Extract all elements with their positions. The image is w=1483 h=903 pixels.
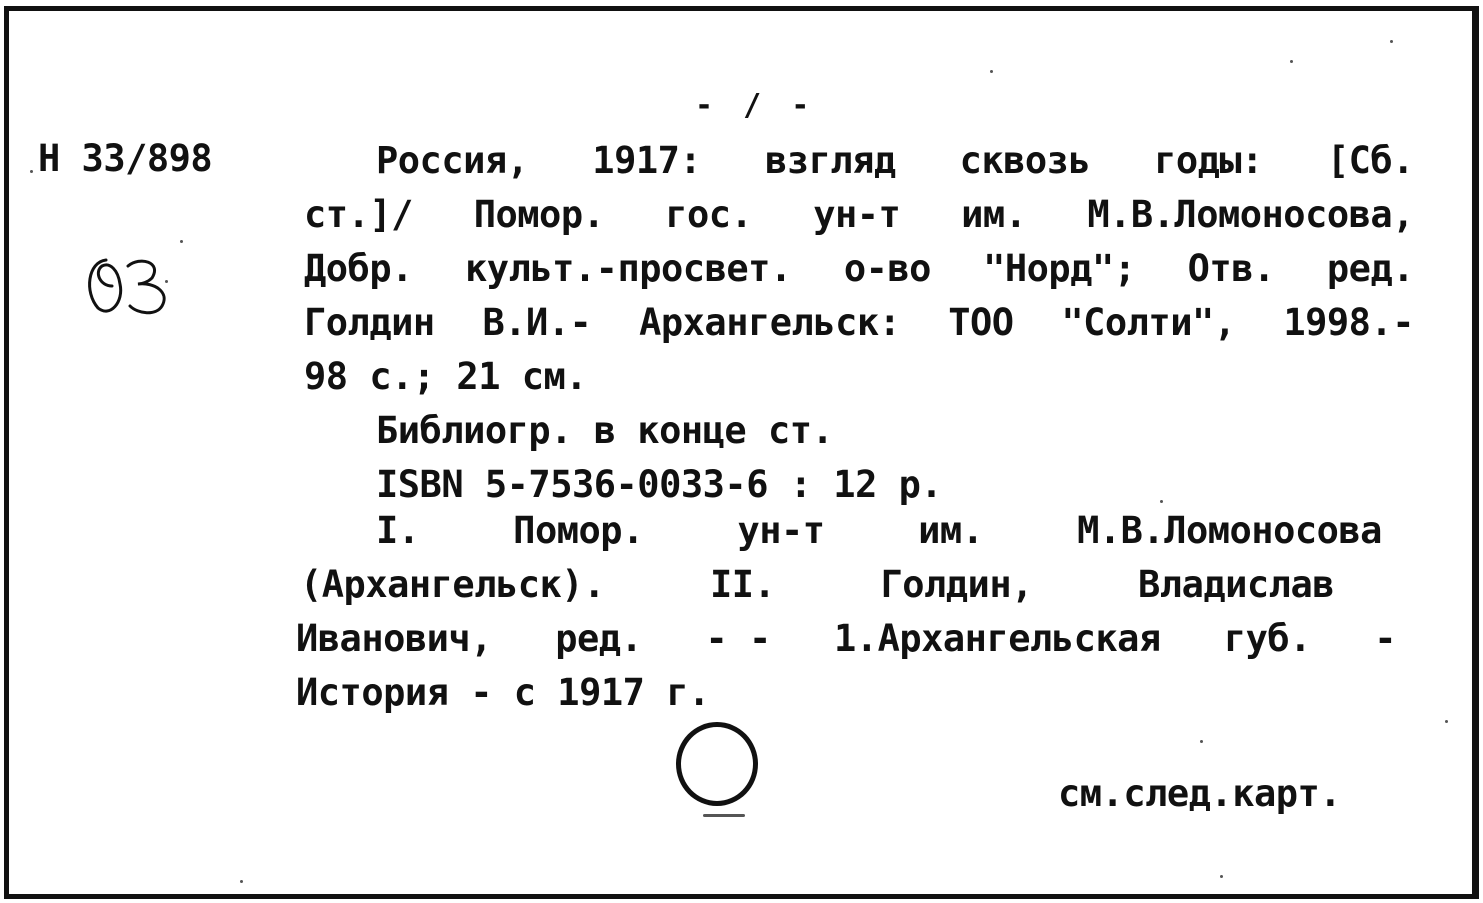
word: II. <box>710 563 776 606</box>
scan-speck <box>1445 720 1448 723</box>
word: - - <box>705 617 771 660</box>
word: взгляд <box>765 139 896 182</box>
added-entry-line <box>296 671 710 714</box>
word: ред. <box>1326 247 1414 290</box>
page-number: - / - <box>695 88 816 123</box>
added-entry-line <box>376 509 1382 552</box>
word: Голдин <box>304 301 435 344</box>
word: губ. <box>1223 617 1311 660</box>
word: 1917: <box>592 139 702 182</box>
bibliography-note: Библиогр. в конце ст. <box>376 409 834 452</box>
word: сквозь <box>959 139 1091 182</box>
word: Владислав <box>1138 563 1334 606</box>
scan-speck <box>1220 875 1223 878</box>
description-line <box>304 247 1414 290</box>
scan-speck <box>165 280 168 283</box>
scan-speck <box>30 170 33 173</box>
continuation-note: см.след.карт. <box>1058 772 1342 815</box>
word: [Сб. <box>1326 139 1414 182</box>
handwritten-mark <box>80 252 180 326</box>
scan-speck <box>1160 500 1163 503</box>
word: Помор. <box>473 193 605 236</box>
punch-hole <box>676 722 758 806</box>
word: М.В.Ломоносова, <box>1087 193 1414 236</box>
word: 1998.- <box>1283 301 1414 344</box>
word: 1.Архангельская <box>834 617 1161 660</box>
word: 98 с.; 21 см. <box>304 355 588 398</box>
isbn-line: ISBN 5-7536-0033-6 : 12 р. <box>376 463 943 506</box>
word: "Норд"; <box>983 247 1136 290</box>
shelf-mark: Н 33/898 <box>38 137 213 180</box>
scan-speck <box>990 70 993 73</box>
added-entry-line <box>300 563 1334 606</box>
word: ун-т <box>737 509 825 552</box>
word: М.В.Ломоносова <box>1077 509 1382 552</box>
word: им. <box>961 193 1027 236</box>
description-line <box>304 355 588 398</box>
word: о-во <box>843 247 931 290</box>
word: Помор. <box>513 509 644 552</box>
word: I. <box>376 509 420 552</box>
word: Голдин, <box>880 563 1033 606</box>
word: Архангельск: <box>639 301 901 344</box>
word: ред. <box>555 617 643 660</box>
word: годы: <box>1154 139 1263 182</box>
word: В.И.- <box>482 301 592 344</box>
word: История - с 1917 г. <box>296 671 710 714</box>
word: Россия, <box>376 139 529 182</box>
word: - <box>1374 617 1396 660</box>
description-line <box>304 301 1414 344</box>
description-line <box>376 139 1414 182</box>
scan-speck <box>1390 40 1393 43</box>
added-entry-line <box>296 617 1396 660</box>
word: Иванович, <box>296 617 492 660</box>
word: "Солти", <box>1061 301 1236 344</box>
word: ст.]/ <box>304 193 413 236</box>
scan-speck <box>1290 60 1293 63</box>
scan-speck <box>180 240 183 243</box>
word: Отв. <box>1187 247 1275 290</box>
word: гос. <box>665 193 753 236</box>
word: ун-т <box>813 193 901 236</box>
punch-hole-shadow <box>703 814 745 817</box>
word: культ.-просвет. <box>465 247 792 290</box>
scan-speck <box>240 880 243 883</box>
scan-speck <box>1200 740 1203 743</box>
word: (Архангельск). <box>300 563 605 606</box>
word: им. <box>918 509 984 552</box>
word: Добр. <box>304 247 413 290</box>
description-line <box>304 193 1414 236</box>
word: ТОО <box>948 301 1014 344</box>
